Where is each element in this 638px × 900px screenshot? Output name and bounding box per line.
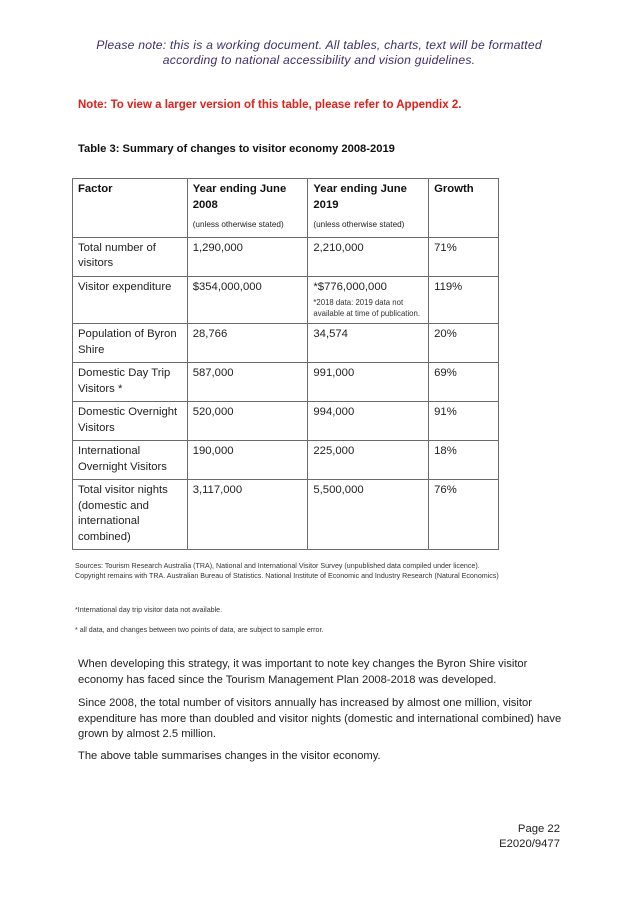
cell-2019: 5,500,000 (308, 480, 429, 550)
cell-growth: 71% (429, 237, 499, 276)
cell-factor: Total number of visitors (73, 237, 188, 276)
table-row (73, 324, 499, 363)
notice-line-2: according to national accessibility and vision guidelines. (162, 53, 476, 67)
header-year-2019 (308, 179, 429, 238)
header-subtitle: (unless otherwise stated) (313, 220, 405, 229)
cell-growth: 91% (429, 402, 499, 441)
header-growth (429, 179, 499, 238)
cell-factor: Domestic Overnight Visitors (73, 402, 188, 441)
sources-line-1: Sources: Tourism Research Australia (TRA), National and International Visitor Survey (unpublished data compiled under licence). (75, 562, 480, 570)
cell-growth: 76% (429, 480, 499, 550)
notice-line-1: Please note: this is a working document. All tables, charts, text will be formatted (96, 38, 542, 52)
cell-growth: 69% (429, 363, 499, 402)
cell-growth: 20% (429, 324, 499, 363)
cell-2008: 190,000 (187, 441, 308, 480)
paragraph-growth: Since 2008, the total number of visitors annually has increased by almost one million, visitor expenditure has more than doubled and visitor nights (domestic and international combined) have grown by almost 2.5 million. (78, 697, 562, 740)
table-row (73, 237, 499, 276)
cell-factor: Visitor expenditure (73, 276, 188, 324)
footnote-international-day-trip: *International day trip visitor data not available. (75, 606, 223, 614)
page-footer (499, 822, 560, 852)
table-caption: Table 3: Summary of changes to visitor economy 2008-2019 (78, 143, 395, 155)
header-year-2008 (187, 179, 308, 238)
cell-2019 (308, 276, 429, 324)
table-row (73, 402, 499, 441)
cell-growth: 18% (429, 441, 499, 480)
visitor-economy-table (72, 178, 499, 550)
header-factor (73, 179, 188, 238)
header-subtitle: (unless otherwise stated) (192, 220, 284, 229)
cell-2019: 34,574 (308, 324, 429, 363)
header-title: Year ending June 2008 (192, 183, 287, 211)
working-document-notice (60, 38, 578, 68)
sources-line-2: Copyright remains with TRA. Australian Bureau of Statistics. National Institute of Economic and Industry Research (Natural Economics) (75, 572, 499, 580)
table-row (73, 441, 499, 480)
table-row (73, 363, 499, 402)
cell-2019-note: *2018 data: 2019 data not available at time of publication. (313, 298, 421, 318)
page-number: Page 22 (517, 823, 560, 835)
footnote-sample-error: * all data, and changes between two points of data, are subject to sample error. (75, 626, 324, 634)
cell-2008: 520,000 (187, 402, 308, 441)
cell-2008: 28,766 (187, 324, 308, 363)
cell-factor: Population of Byron Shire (73, 324, 188, 363)
cell-2019: 991,000 (308, 363, 429, 402)
cell-2019: 994,000 (308, 402, 429, 441)
cell-growth: 119% (429, 276, 499, 324)
cell-2019: 2,210,000 (308, 237, 429, 276)
table-row (73, 480, 499, 550)
cell-2008: 3,117,000 (187, 480, 308, 550)
cell-2008: 1,290,000 (187, 237, 308, 276)
table-sources (75, 561, 575, 581)
cell-factor: Total visitor nights (domestic and international combined) (73, 480, 188, 550)
appendix-note: Note: To view a larger version of this table, please refer to Appendix 2. (78, 99, 462, 111)
paragraph-summary: The above table summarises changes in the visitor economy. (78, 750, 381, 762)
cell-2008: 587,000 (187, 363, 308, 402)
document-reference: E2020/9477 (499, 838, 560, 850)
cell-2019-value: *$776,000,000 (313, 280, 387, 293)
header-title: Year ending June 2019 (313, 183, 407, 211)
header-title: Growth (434, 183, 474, 195)
table-row (73, 276, 499, 324)
cell-factor: Domestic Day Trip Visitors * (73, 363, 188, 402)
table-header-row (73, 179, 499, 238)
header-title: Factor (78, 183, 113, 195)
cell-2019: 225,000 (308, 441, 429, 480)
cell-2008: $354,000,000 (187, 276, 308, 324)
cell-factor: International Overnight Visitors (73, 441, 188, 480)
paragraph-intro: When developing this strategy, it was important to note key changes the Byron Shire visitor economy has faced since the Tourism Management Plan 2008-2018 was developed. (78, 658, 528, 686)
